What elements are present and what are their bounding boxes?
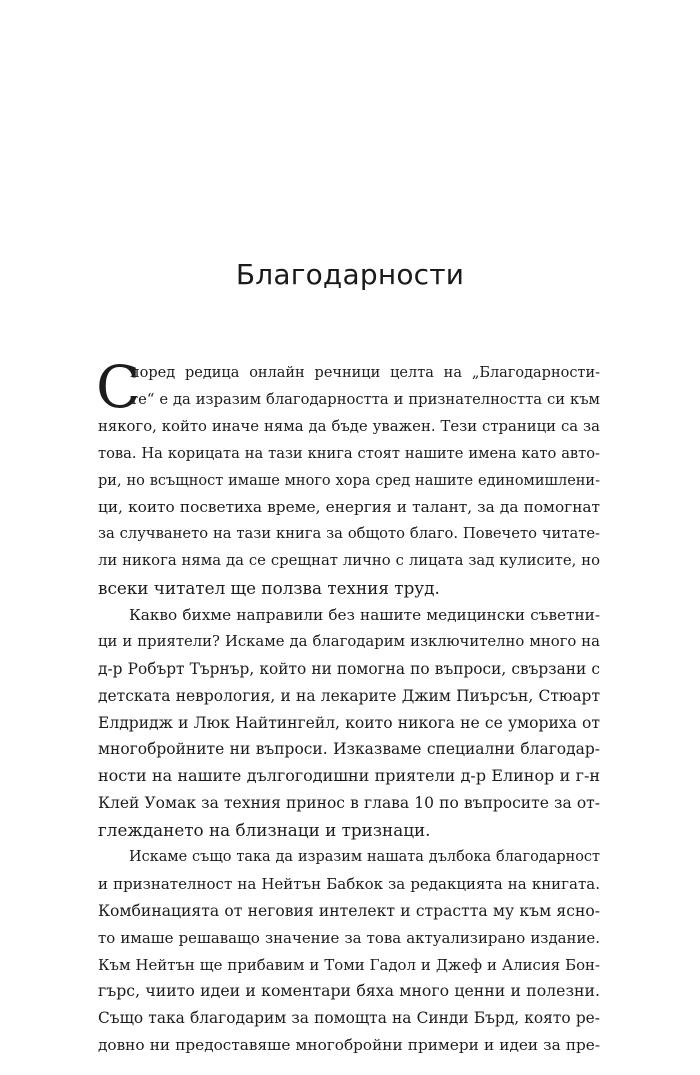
- text-line: те“ е да изразим благодарността и признателността си към: [130, 390, 600, 408]
- drop-cap: С: [96, 353, 141, 421]
- text-line: ли никога няма да се срещнат лично с лицата зад кулисите, но: [98, 552, 600, 570]
- text-line: ци и приятели? Искаме да благодарим изключително много на: [98, 632, 600, 650]
- page-title: Благодарности: [235, 258, 465, 291]
- text-line: Клей Уомак за техния принос в глава 10 по въпросите за от-: [98, 794, 600, 813]
- line-text: поред редица онлайн речници целта на „Благодарности-: [130, 365, 600, 381]
- text-line: д-р Робърт Търнър, който ни помогна по въпроси, свързани с: [98, 659, 600, 678]
- text-line: Към Нейтън ще прибавим и Томи Гадол и Джеф и Алисия Бон-: [98, 955, 600, 974]
- text-line: ности на нашите дългогодишни приятели д-р Елинор и г-н: [98, 766, 600, 786]
- text-line: някого, който иначе няма да бъде уважен. Тези страници са за: [98, 417, 600, 435]
- text-line: довно ни предоставяше многобройни примери и идеи за пре-: [98, 1036, 600, 1055]
- text-line: Комбинацията от неговия интелект и страстта му към ясно-: [98, 901, 600, 920]
- text-line: Елдридж и Люк Найтингейл, които никога не се умориха от: [98, 713, 600, 732]
- text-line: за случването на тази книга за общото благо. Повечето читате-: [98, 525, 600, 543]
- text-line: то имаше решаващо значение за това актуализирано издание.: [98, 928, 600, 947]
- text-line: това. На корицата на тази книга стоят нашите имена като авто-: [98, 444, 600, 462]
- text-line: Също така благодарим за помощта на Синди Бърд, която ре-: [98, 1009, 600, 1028]
- paragraph-2: [98, 602, 600, 844]
- paragraph-1: [96, 353, 600, 602]
- text-line: ци, които посветиха време, енергия и талант, за да помогнат: [98, 498, 600, 517]
- text-line: детската неврология, и на лекарите Джим Пиърсън, Стюарт: [98, 686, 600, 705]
- text-line: многобройните ни въпроси. Изказваме специални благодар-: [98, 740, 600, 759]
- text-line: Искаме също така да изразим нашата дълбока благодарност: [129, 849, 600, 866]
- text-line: всеки читател ще ползва техния труд.: [98, 578, 440, 599]
- text-line: Какво бихме направили без нашите медицински съветни-: [129, 606, 600, 625]
- text-line: глеждането на близнаци и тризнаци.: [98, 820, 431, 841]
- text-line: гърс, чиито идеи и коментари бяха много ценни и полезни.: [98, 981, 600, 1001]
- paragraph-3: [98, 844, 600, 1059]
- body-text: [96, 353, 600, 1059]
- text-line: и признателност на Нейтън Бабкок за редакцията на книгата.: [98, 874, 600, 893]
- text-line: ри, но всъщност имаше много хора сред нашите единомишлени-: [98, 472, 600, 489]
